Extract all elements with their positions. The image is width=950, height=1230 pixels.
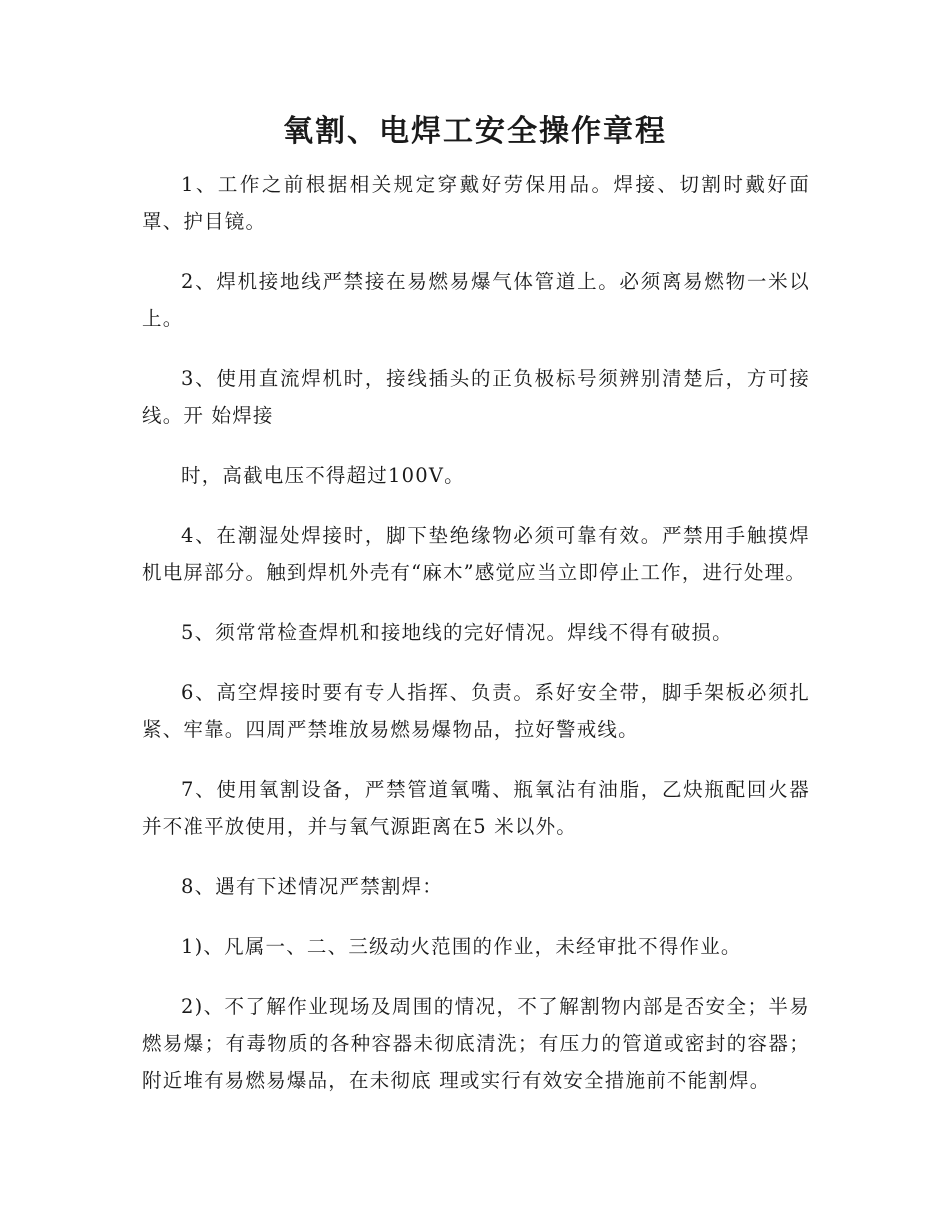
paragraph-5: 5、须常常检查焊机和接地线的完好情况。焊线不得有破损。 bbox=[181, 621, 733, 644]
paragraph-4: 4、在潮湿处焊接时，脚下垫绝缘物必须可靠有效。严禁用手触摸焊机电屏部分。触到焊机外壳有“麻木”感觉应当立即停止工作，进行处理。 bbox=[142, 524, 810, 584]
document-title: 氧割、电焊工安全操作章程 bbox=[283, 114, 667, 149]
paragraph-6: 6、高空焊接时要有专人指挥、负责。系好安全带，脚手架板必须扎紧、牢靠。四周严禁堆放易燃易爆物品，拉好警戒线。 bbox=[142, 681, 810, 741]
paragraph-8-item-1: 1)、凡属一、二、三级动火范围的作业，未经审批不得作业。 bbox=[181, 935, 742, 958]
paragraph-3: 3、使用直流焊机时，接线插头的正负极标号须辨别清楚后，方可接线。开 始焊接 bbox=[142, 367, 810, 427]
paragraph-1: 1、工作之前根据相关规定穿戴好劳保用品。焊接、切割时戴好面罩、护目镜。 bbox=[142, 173, 810, 233]
paragraph-3-continued: 时，高截电压不得超过100V。 bbox=[181, 464, 465, 487]
paragraph-2: 2、焊机接地线严禁接在易燃易爆气体管道上。必须离易燃物一米以上。 bbox=[142, 270, 810, 330]
document-body bbox=[142, 166, 810, 1122]
paragraph-7: 7、使用氧割设备，严禁管道氧嘴、瓶氧沾有油脂，乙炔瓶配回火器并不准平放使用，并与氧气源距离在5 米以外。 bbox=[142, 778, 810, 838]
paragraph-8: 8、遇有下述情况严禁割焊： bbox=[181, 875, 444, 898]
paragraph-8-item-2: 2)、不了解作业现场及周围的情况，不了解割物内部是否安全；半易燃易爆；有毒物质的各种容器未彻底清洗；有压力的管道或密封的容器；附近堆有易燃易爆品，在未彻底 理或实行有效安全措施前不能割焊。 bbox=[142, 995, 810, 1092]
